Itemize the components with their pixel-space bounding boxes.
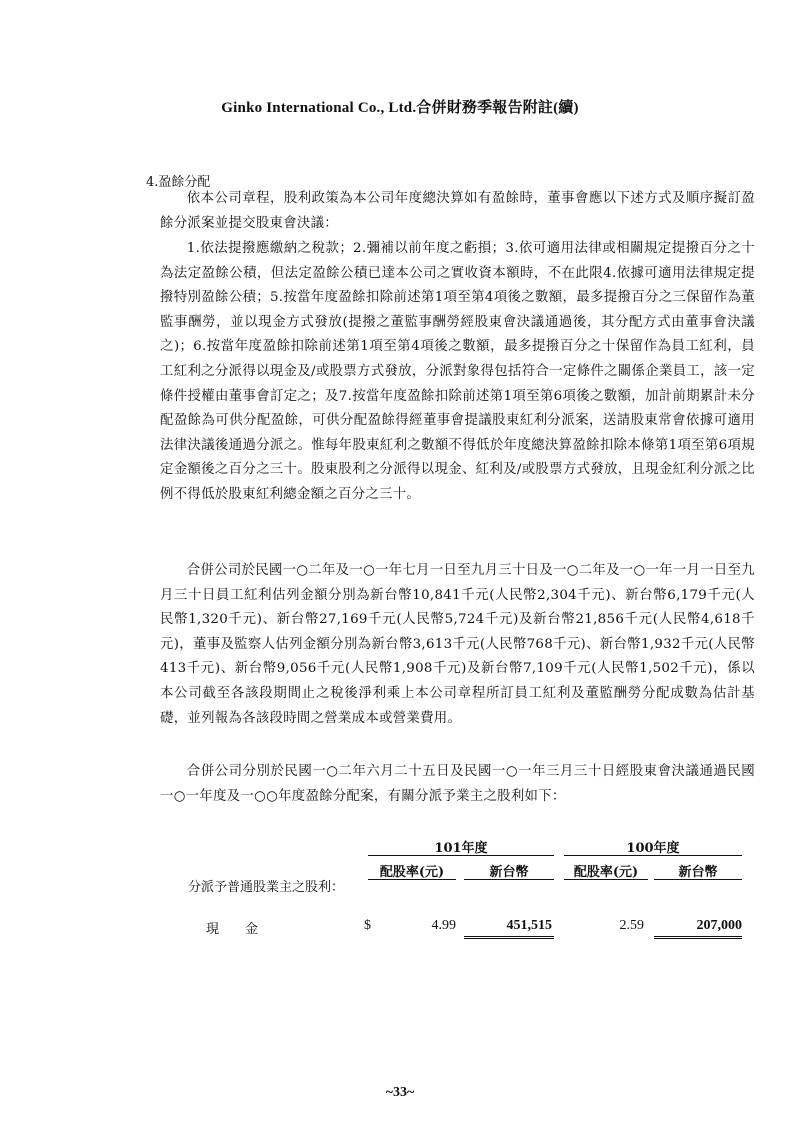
currency-symbol: $: [364, 918, 371, 933]
col-header-rate-101: 配股率(元): [379, 865, 445, 880]
section-heading: 4.盈餘分配: [146, 175, 211, 190]
row-label-cash: 現 金: [206, 922, 259, 937]
col-header-twd-100: 新台幣: [678, 865, 718, 880]
paragraph-dividend-policy: 依本公司章程，股利政策為本公司年度總決算如有盈餘時，董事會應以下述方式及順序擬訂盈餘分派案並提交股東會決議：: [160, 191, 755, 231]
col-header-twd-101: 新台幣: [489, 865, 529, 880]
year-underline-101: [368, 855, 554, 856]
year-underline-100: [564, 855, 742, 856]
page-title: Ginko International Co., Ltd.合併財務季報告附註(續): [221, 100, 579, 116]
amount-100: 207,000: [696, 918, 742, 933]
rate-101: 4.99: [431, 918, 456, 933]
paragraph-distribution-order: 1.依法提撥應繳納之稅款；2.彌補以前年度之虧損；3.依可適用法律或相關規定提撥百分之十為法定盈餘公積，但法定盈餘公積已達本公司之實收資本額時，不在此限4.依據可適用法律規定提撥特別盈餘公積；5.按當年度盈餘扣除前述第1項至第4項後之數額，最多提撥百分之三保留作為董監事酬勞，並以現金方式發放(提撥之董監事酬勞經股東會決議通過後，其分配方式由董事會決議之)；6.按當年度盈餘扣除前述第1項至第4項後之數額，最多提撥百分之十保留作為員工紅利，員工紅利之分派得以現金及/或股票方式發放，分派對象得包括符合一定條件之關係企業員工，該一定條件授權由董事會訂定之；及7.按當年度盈餘扣除前述第1項至第6項後之數額，加計前期累計未分配盈餘為可供分配盈餘，可供分配盈餘得經董事會提議股東紅利分派案，送請股東常會依據可適用法律決議後通過分派之。惟每年股東紅利之數額不得低於年度總決算盈餘扣除本條第1項至第6項規定金額後之百分之三十。股東股利之分派得以現金、紅利及/或股票方式發放，且現金紅利分派之比例不得低於股東紅利總金額之百分之三十。: [160, 241, 755, 502]
col-underline-twd-101: [464, 879, 554, 880]
row-group-label: 分派予普通股業主之股利：: [188, 880, 345, 895]
paragraph-shareholder-resolution: 合併公司分別於民國一○二年六月二十五日及民國一○一年三月三十日經股東會決議通過民國一○一年度及一○○年度盈餘分配案，有關分派予業主之股利如下：: [160, 764, 755, 804]
year-header-100: 100年度: [626, 841, 680, 856]
page-number: ~33~: [385, 1085, 415, 1100]
rate-100: 2.59: [619, 918, 644, 933]
col-header-rate-100: 配股率(元): [573, 865, 639, 880]
amount-101: 451,515: [506, 918, 552, 933]
paragraph-bonus-estimates: 合併公司於民國一○二年及一○一年七月一日至九月三十日及一○二年及一○一年一月一日至九月三十日員工紅利估列金額分別為新台幣10,841千元(人民幣2,304千元)、新台幣6,179千元(人民幣1,320千元)、新台幣27,169千元(人民幣5,724千元)及新台幣21,856千元(人民幣4,618千元)，董事及監察人估列金額分別為新台幣3,613千元(人民幣768千元)、新台幣1,932千元(人民幣413千元)、新台幣9,056千元(人民幣1,908千元)及新台幣7,109千元(人民幣1,502千元)，係以本公司截至各該段期間止之稅後淨利乘上本公司章程所訂員工紅利及董監酬勞分配成數為估計基礎，並列報為各該段時間之營業成本或營業費用。: [160, 563, 755, 726]
col-underline-rate-100: [564, 879, 648, 880]
amount-101-double-underline: [464, 936, 554, 940]
amount-100-double-underline: [654, 936, 742, 940]
year-header-101: 101年度: [434, 841, 488, 856]
col-underline-rate-101: [368, 879, 456, 880]
col-underline-twd-100: [654, 879, 742, 880]
